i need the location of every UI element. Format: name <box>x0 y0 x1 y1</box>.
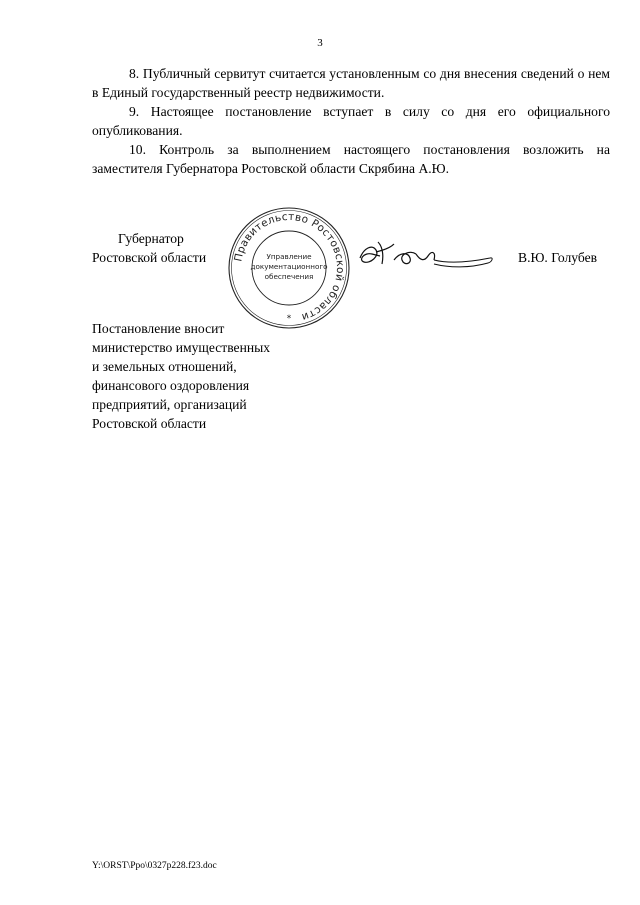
seal-star: * <box>286 314 292 324</box>
paragraph-10: 10. Контроль за выполнением настоящего постановления возложить на заместителя Губернатора Ростовской области Скрябина А.Ю. <box>92 142 610 176</box>
seal-inner-line1: Управление <box>266 252 312 261</box>
paragraph-8: 8. Публичный сервитут считается установленным со дня внесения сведений о нем в Единый государственный реестр недвижимости. <box>92 66 610 100</box>
page-number: 3 <box>317 37 323 49</box>
seal-outer-text: Правительство Ростовской области <box>232 210 347 324</box>
submitter-block <box>92 319 270 433</box>
submitter-line: Постановление вносит <box>92 321 225 336</box>
official-seal <box>226 205 352 331</box>
signatory-title <box>92 229 206 267</box>
submitter-line: Ростовской области <box>92 416 207 431</box>
submitter-line: министерство имущественных <box>92 340 271 355</box>
file-path-footer: Y:\ORST\Ppo\0327p228.f23.doc <box>92 861 217 871</box>
signatory-title-line2: Ростовской области <box>92 250 207 265</box>
document-body <box>92 64 610 178</box>
seal-inner-line2: документационного <box>250 262 328 271</box>
signatory-name: В.Ю. Голубев <box>518 250 598 265</box>
paragraph-9: 9. Настоящее постановление вступает в силу со дня его официального опубликования. <box>92 104 610 138</box>
submitter-line: предприятий, организаций <box>92 397 247 412</box>
submitter-line: финансового оздоровления <box>92 378 250 393</box>
seal-inner-line3: обеспечения <box>264 272 314 281</box>
signatory-title-line1: Губернатор <box>118 231 184 246</box>
submitter-line: и земельных отношений, <box>92 359 237 374</box>
handwritten-signature <box>350 232 495 274</box>
